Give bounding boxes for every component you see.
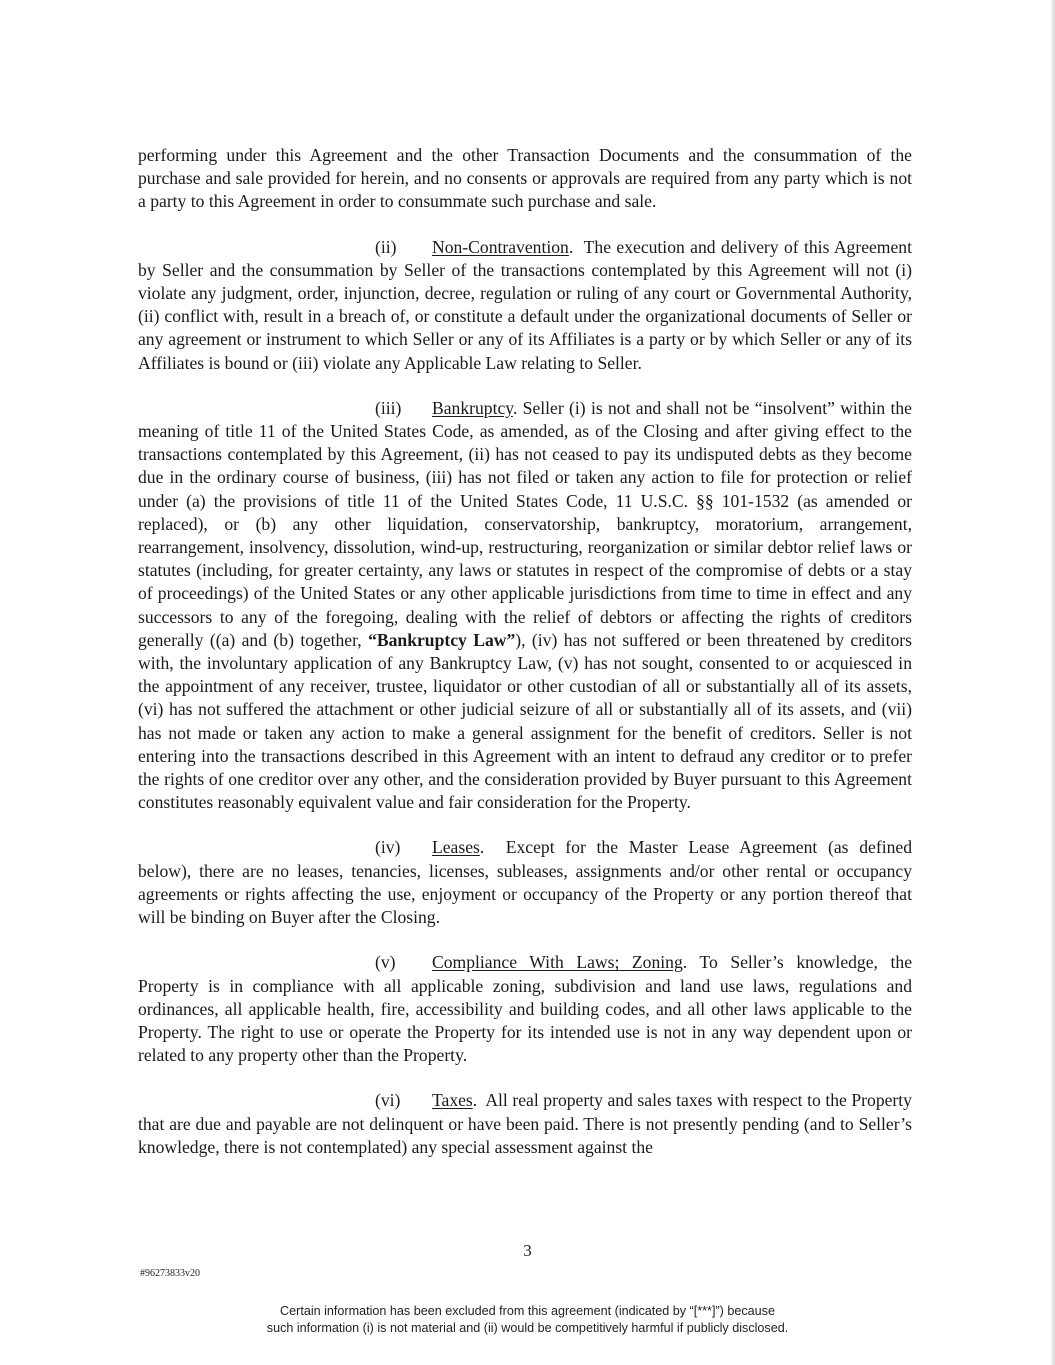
- redaction-footer-note: [0, 1303, 1055, 1337]
- footer-line-1: Certain information has been excluded from this agreement (indicated by “[***]”) because: [280, 1304, 775, 1318]
- scan-edge: [1051, 0, 1055, 1365]
- footer-line-2: such information (i) is not material and (ii) would be competitively harmful if publicly disclosed.: [266, 1321, 789, 1335]
- section-heading: Bankruptcy: [432, 397, 513, 418]
- section-text: To Seller’s knowledge, the Property is in compliance with all applicable zoning, subdivision and land use laws, regulations and ordinances, all applicable health, fire, accessibility and building codes, and all other laws applicable to the Property. The right to use or operate the Property for its intended use is not in any way dependent upon or related to any property other than the Property.: [138, 952, 913, 1066]
- section-number: (vi): [375, 1090, 401, 1111]
- document-body: [138, 144, 912, 1181]
- section-text: All real property and sales taxes with respect to the Property that are due and payable are not delinquent or have been paid. There is not presently pending (and to Seller’s knowledge, there is not contemplated) any special assessment against the: [138, 1090, 912, 1157]
- section-heading: Taxes: [432, 1090, 473, 1111]
- page-number: 3: [523, 1241, 532, 1260]
- section-number: (ii): [375, 236, 397, 257]
- document-id: #96273833v20: [140, 1268, 200, 1279]
- section-heading: Compliance With Laws; Zoning: [432, 952, 683, 973]
- section-heading: Non-Contravention: [432, 236, 569, 257]
- section-text: The execution and delivery of this Agreement by Seller and the consummation by Seller of the transactions contemplated by this Agreement will not (i) violate any judgment, order, injunction, decree, regulation or ruling of any court or Governmental Authority, (ii) conflict with, result in a breach of, or constitute a default under the organizational documents of Seller or any agreement or instrument to which Seller or any of its Affiliates is a party or by which Seller or any of its Affiliates is bound or (iii) violate any Applicable Law relating to Seller.: [138, 236, 912, 373]
- section-number: (iii): [375, 397, 402, 418]
- section-number: (iv): [375, 837, 401, 858]
- defined-term: “Bankruptcy Law”: [368, 629, 516, 650]
- section-heading: Leases: [432, 837, 480, 858]
- section-text-continued: ), (iv) has not suffered or been threatened by creditors with, the involuntary application of any Bankruptcy Law, (v) has not sought, consented to or acquiesced in the appointment of any receiver, trustee, liquidator or other custodian of all or substantially all of its assets, (vi) has not suffered the attachment or other judicial seizure of all or substantially all of its assets, and (vii) has not made or taken any action to make a general assignment for the benefit of creditors. Seller is not entering into the transactions described in this Agreement with an intent to defraud any creditor or to prefer the rights of one creditor over any other, and the consideration provided by Buyer pursuant to this Agreement constitutes reasonably equivalent value and fair consideration for the Property.: [138, 629, 912, 813]
- section-number: (v): [375, 952, 396, 973]
- section-non-contravention: (ii) Non-Contravention. The execution and delivery of this Agreement by Seller and the consummation by Seller of the transactions contemplated by this Agreement will not (i) violate any judgment, order, injunction, decree, regulation or ruling of any court or Governmental Authority, (ii) conflict with, result in a breach of, or constitute a default under the organizational documents of Seller or any agreement or instrument to which Seller or any of its Affiliates is a party or by which Seller or any of its Affiliates is bound or (iii) violate any Applicable Law relating to Seller.: [138, 236, 912, 373]
- section-taxes: (vi) Taxes. All real property and sales taxes with respect to the Property that are due and payable are not delinquent or have been paid. There is not presently pending (and to Seller’s knowledge, there is not contemplated) any special assessment against the: [138, 1090, 912, 1157]
- section-text: Except for the Master Lease Agreement (as defined below), there are no leases, tenancies, licenses, subleases, assignments and/or other rental or occupancy agreements or rights affecting the use, enjoyment or occupancy of the Property or any portion thereof that will be binding on Buyer after the Closing.: [138, 837, 912, 928]
- section-compliance: (v) Compliance With Laws; Zoning. To Seller’s knowledge, the Property is in compliance with all applicable zoning, subdivision and land use laws, regulations and ordinances, all applicable health, fire, accessibility and building codes, and all other laws applicable to the Property. The right to use or operate the Property for its intended use is not in any way dependent upon or related to any property other than the Property.: [138, 952, 913, 1066]
- section-bankruptcy: (iii) Bankruptcy. Seller (i) is not and shall not be “insolvent” within the meaning of title 11 of the United States Code, as amended, as of the Closing and after giving effect to the transactions contemplated by this Agreement, (ii) has not ceased to pay its undisputed debts as they become due in the ordinary course of business, (iii) has not filed or taken any action to file for protection or relief under (a) the provisions of title 11 of the United States Code, 11 U.S.C. §§ 101-1532 (as amended or replaced), or (b) any other liquidation, conservatorship, bankruptcy, moratorium, arrangement, rearrangement, insolvency, dissolution, wind-up, restructuring, reorganization or similar debtor relief laws or statutes (including, for greater certainty, any laws or statutes in respect of the compromise of debts or a stay of proceedings) of the United States or any other applicable jurisdictions from time to time in effect and any successors to any of the foregoing, dealing with the relief of debtors or affecting the rights of creditors generally ((a) and (b) together, “Bankruptcy Law”), (iv) has not suffered or been threatened by creditors with, the involuntary application of any Bankruptcy Law, (v) has not sought, consented to or acquiesced in the appointment of any receiver, trustee, liquidator or other custodian of all or substantially all of its assets, (vi) has not suffered the attachment or other judicial seizure of all or substantially all of its assets, and (vii) has not made or taken any action to make a general assignment for the benefit of creditors. Seller is not entering into the transactions described in this Agreement with an intent to defraud any creditor or to prefer the rights of one creditor over any other, and the consideration provided by Buyer pursuant to this Agreement constitutes reasonably equivalent value and fair consideration for the Property.: [138, 397, 912, 813]
- section-text: Seller (i) is not and shall not be “insolvent” within the meaning of title 11 of the United States Code, as amended, as of the Closing and after giving effect to the transactions contemplated by this Agreement, (ii) has not ceased to pay its undisputed debts as they become due in the ordinary course of business, (iii) has not filed or taken any action to file for protection or relief under (a) the provisions of title 11 of the United States Code, 11 U.S.C. §§ 101-1532 (as amended or replaced), or (b) any other liquidation, conservatorship, bankruptcy, moratorium, arrangement, rearrangement, insolvency, dissolution, wind-up, restructuring, reorganization or similar debtor relief laws or statutes (including, for greater certainty, any laws or statutes in respect of the compromise of debts or a stay of proceedings) of the United States or any other applicable jurisdictions from time to time in effect and any successors to any of the foregoing, dealing with the relief of debtors or affecting the rights of creditors generally ((a) and (b) together,: [138, 397, 912, 650]
- section-leases: (iv) Leases. Except for the Master Lease Agreement (as defined below), there are no leases, tenancies, licenses, subleases, assignments and/or other rental or occupancy agreements or rights affecting the use, enjoyment or occupancy of the Property or any portion thereof that will be binding on Buyer after the Closing.: [138, 837, 912, 928]
- intro-paragraph: performing under this Agreement and the other Transaction Documents and the consummation of the purchase and sale provided for herein, and no consents or approvals are required from any party which is not a party to this Agreement in order to consummate such purchase and sale.: [138, 145, 912, 212]
